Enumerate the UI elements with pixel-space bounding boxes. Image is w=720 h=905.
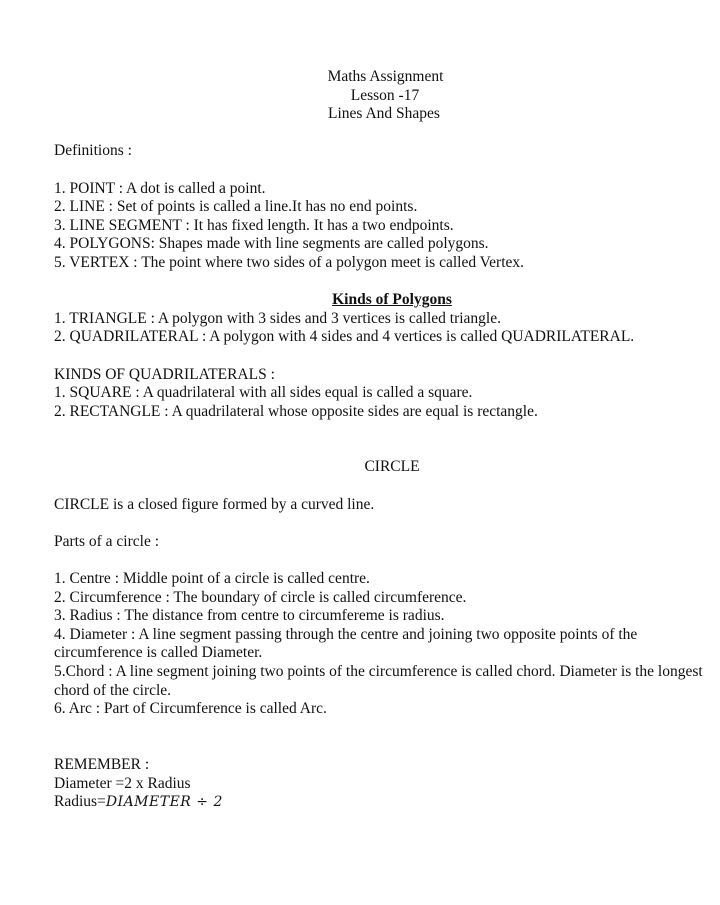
definition-item: 2. LINE : Set of points is called a line.It has no end points.	[54, 198, 418, 216]
definition-item: 5. VERTEX : The point where two sides of a polygon meet is called Vertex.	[54, 253, 525, 271]
definition-item: 4. POLYGONS: Shapes made with line segments are called polygons.	[54, 235, 489, 253]
circle-part-item: 2. Circumference : The boundary of circle is called circumference.	[54, 588, 467, 606]
quadrilateral-item: 1. SQUARE : A quadrilateral with all sides equal is called a square.	[54, 384, 473, 402]
circle-part-item: 1. Centre : Middle point of a circle is called centre.	[54, 570, 370, 588]
lesson-number: Lesson -17	[350, 86, 420, 104]
circle-part-item: 5.Chord : A line segment joining two points of the circumference is called chord. Diameter is the longest chord of the circle.	[54, 663, 703, 699]
polygons-heading-row	[54, 291, 714, 310]
document-page	[54, 68, 714, 812]
polygons-heading: Kinds of Polygons	[332, 291, 452, 309]
circle-heading: CIRCLE	[364, 458, 420, 476]
quadrilaterals-list	[54, 384, 714, 421]
radius-formula-expression: DIAMETER ÷ 2	[105, 794, 223, 811]
circle-part-item: 6. Arc : Part of Circumference is called Arc.	[54, 700, 327, 718]
assignment-title: Maths Assignment	[327, 68, 444, 85]
circle-heading-row	[54, 458, 714, 477]
quadrilaterals-heading: KINDS OF QUADRILATERALS :	[54, 365, 275, 383]
radius-formula	[54, 793, 714, 812]
circle-parts-heading: Parts of a circle :	[54, 532, 160, 550]
circle-part-item: 3. Radius : The distance from centre to circumfereme is radius.	[54, 607, 445, 625]
lesson-subtitle: Lines And Shapes	[328, 105, 440, 123]
definitions-heading: Definitions :	[54, 142, 132, 160]
polygon-item: 2. QUADRILATERAL : A polygon with 4 sides and 4 vertices is called QUADRILATERAL.	[54, 328, 635, 346]
remember-section	[54, 756, 714, 812]
circle-parts-list	[54, 570, 714, 719]
definition-item: 1. POINT : A dot is called a point.	[54, 179, 266, 197]
polygons-list	[54, 310, 714, 347]
polygon-item: 1. TRIANGLE : A polygon with 3 sides and 3 vertices is called triangle.	[54, 309, 501, 327]
quadrilateral-item: 2. RECTANGLE : A quadrilateral whose opposite sides are equal is rectangle.	[54, 402, 538, 420]
remember-heading: REMEMBER :	[54, 755, 150, 773]
circle-part-item: 4. Diameter : A line segment passing through the centre and joining two opposite points of the circumference is called Diameter.	[54, 625, 638, 662]
diameter-formula: Diameter =2 x Radius	[54, 774, 191, 792]
document-header	[54, 68, 714, 124]
radius-formula-prefix: Radius=	[54, 793, 106, 811]
circle-intro: CIRCLE is a closed figure formed by a curved line.	[54, 495, 375, 513]
definitions-list	[54, 180, 714, 273]
definition-item: 3. LINE SEGMENT : It has fixed length. It has a two endpoints.	[54, 216, 454, 234]
